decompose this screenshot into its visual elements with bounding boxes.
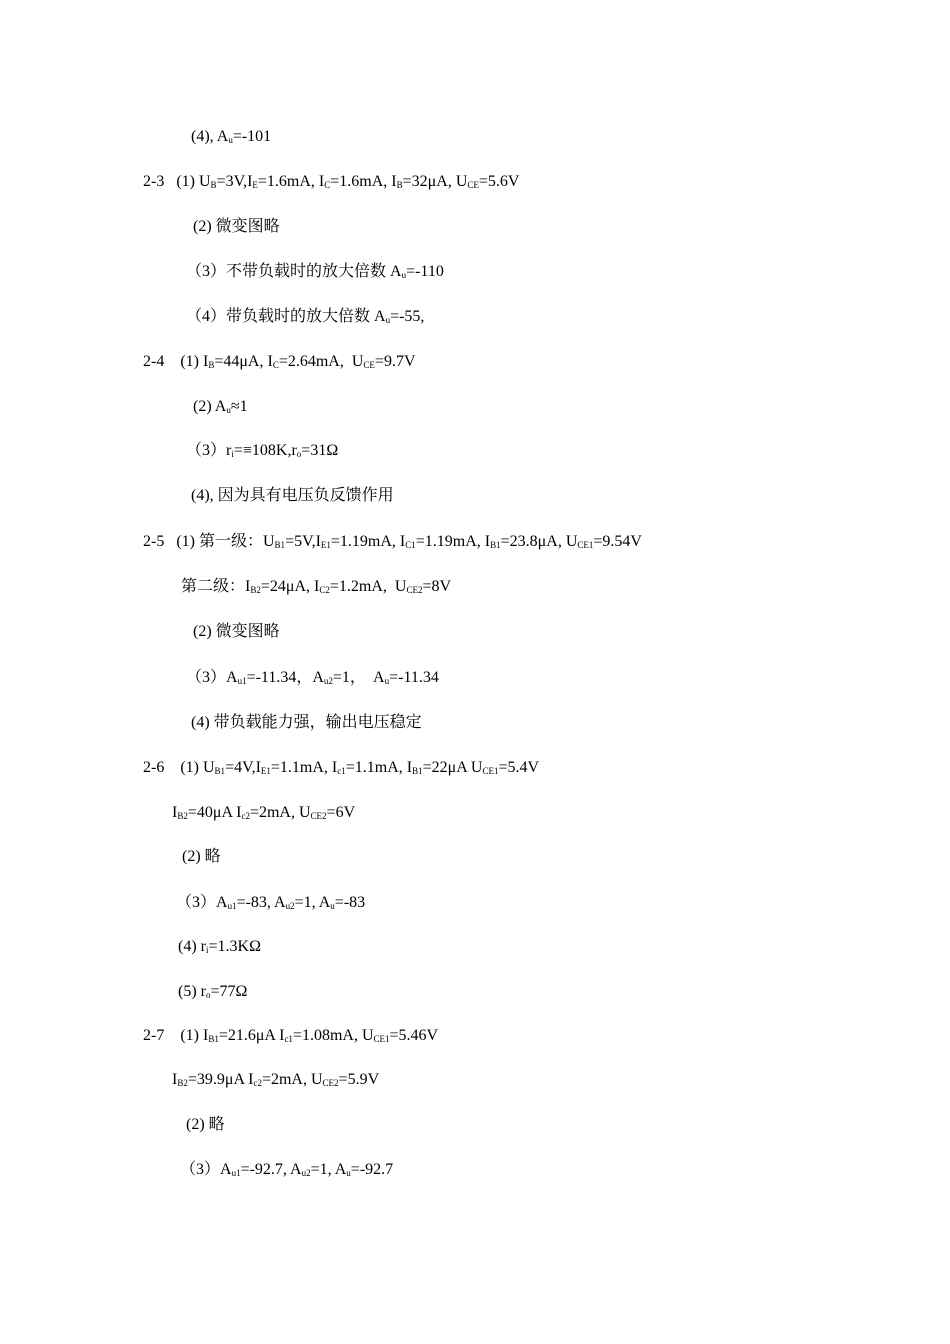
subscript-text: u bbox=[330, 901, 335, 911]
line-text: =1.19mA, I bbox=[330, 533, 406, 550]
subscript-text: CE2 bbox=[322, 1078, 339, 1088]
subscript-text: c1 bbox=[337, 766, 346, 776]
answer-line-2-4-3 bbox=[186, 441, 338, 461]
subscript-text: CE1 bbox=[373, 1034, 390, 1044]
subscript-text: B1 bbox=[490, 540, 501, 550]
answer-line-2-6-2 bbox=[182, 847, 221, 867]
subscript-text: C bbox=[272, 360, 279, 370]
answer-line-2-3-1 bbox=[143, 172, 519, 192]
answer-line-2-3-3 bbox=[186, 262, 444, 282]
line-text: =1.3KΩ bbox=[208, 938, 261, 955]
answer-line-2-5-3 bbox=[186, 668, 439, 688]
line-text: =4V,I bbox=[225, 759, 261, 776]
line-text: =24μA, I bbox=[260, 578, 320, 595]
line-text: =-92.7, A bbox=[240, 1161, 302, 1178]
line-text: =21.6μA I bbox=[218, 1027, 285, 1044]
answer-line-2-4-4 bbox=[191, 486, 394, 506]
subscript-text: CE2 bbox=[406, 585, 423, 595]
line-text: (4), 因为具有电压负反馈作用 bbox=[191, 487, 394, 504]
line-text: =1.6mA, I bbox=[330, 173, 397, 190]
answer-line-2-4-2 bbox=[193, 397, 248, 417]
line-text: =5V,I bbox=[285, 533, 321, 550]
answer-line-2-5-stage2 bbox=[181, 577, 451, 597]
line-text: ≈1 bbox=[230, 398, 248, 415]
line-text: (2) 略 bbox=[182, 848, 221, 865]
line-text: 2-3 (1) U bbox=[143, 173, 211, 190]
answer-line-2-6-3 bbox=[176, 893, 365, 913]
line-text: (2) 微变图略 bbox=[193, 623, 280, 640]
line-text: =40μA I bbox=[187, 804, 242, 821]
line-text: =1.19mA, I bbox=[415, 533, 491, 550]
answer-line-2-7-2 bbox=[186, 1115, 225, 1135]
answer-line-2-6-4 bbox=[178, 937, 261, 957]
line-text: I bbox=[172, 1071, 178, 1088]
line-text: 2-7 (1) I bbox=[143, 1027, 209, 1044]
line-text: (2) 微变图略 bbox=[193, 218, 280, 235]
line-text: I bbox=[172, 804, 178, 821]
line-text: =-110 bbox=[406, 263, 444, 280]
subscript-text: c2 bbox=[253, 1078, 262, 1088]
subscript-text: E1 bbox=[260, 766, 271, 776]
subscript-text: CE2 bbox=[310, 811, 327, 821]
line-text: =32μA, U bbox=[402, 173, 468, 190]
line-text: (5) r bbox=[178, 983, 206, 1000]
subscript-text: u2 bbox=[285, 901, 295, 911]
subscript-text: CE1 bbox=[482, 766, 499, 776]
line-text: （3）A bbox=[186, 669, 238, 686]
subscript-text: u bbox=[384, 676, 390, 686]
answer-line-2-7-stage2 bbox=[172, 1070, 379, 1090]
line-text: =39.9μA I bbox=[187, 1071, 254, 1088]
answer-line-2-2-4 bbox=[191, 127, 271, 147]
subscript-text: B bbox=[210, 180, 217, 190]
subscript-text: c2 bbox=[241, 811, 250, 821]
line-text: (2) A bbox=[193, 398, 227, 415]
line-text: (4) r bbox=[178, 938, 206, 955]
line-text: 2-5 (1) 第一级：U bbox=[143, 533, 275, 550]
subscript-text: u bbox=[385, 315, 391, 325]
answer-line-2-6-stage2 bbox=[172, 803, 355, 823]
subscript-text: B2 bbox=[250, 585, 261, 595]
line-text: =1, A bbox=[294, 894, 331, 911]
subscript-text: B1 bbox=[208, 1034, 219, 1044]
answer-line-2-3-2 bbox=[193, 217, 280, 237]
line-text: =3V,I bbox=[216, 173, 253, 190]
line-text: =-55, bbox=[390, 308, 425, 325]
line-text: （3）r bbox=[186, 442, 232, 459]
line-text: =-101 bbox=[232, 128, 272, 145]
line-text: =44μA, I bbox=[214, 353, 273, 370]
subscript-text: E1 bbox=[320, 540, 331, 550]
line-text: 第二级：I bbox=[181, 578, 251, 595]
line-text: =5.6V bbox=[478, 173, 520, 190]
subscript-text: u bbox=[401, 270, 407, 280]
line-text: =-11.34，A bbox=[246, 669, 324, 686]
subscript-text: u bbox=[226, 405, 231, 415]
subscript-text: u2 bbox=[301, 1168, 311, 1178]
line-text: （3）A bbox=[180, 1161, 232, 1178]
subscript-text: C1 bbox=[405, 540, 416, 550]
subscript-text: CE1 bbox=[577, 540, 594, 550]
line-text: =5.46V bbox=[389, 1027, 439, 1044]
line-text: =8V bbox=[422, 578, 452, 595]
line-text: （3）A bbox=[176, 894, 228, 911]
subscript-text: i bbox=[231, 449, 234, 459]
line-text: =9.7V bbox=[374, 353, 416, 370]
answer-line-2-5-4 bbox=[191, 713, 422, 733]
line-text: =1， A bbox=[332, 669, 385, 686]
answer-line-2-6-1 bbox=[143, 758, 539, 778]
line-text: =-83 bbox=[334, 894, 366, 911]
line-text: (4), A bbox=[191, 128, 229, 145]
line-text: =2.64mA, U bbox=[278, 353, 364, 370]
line-text: =1.08mA, U bbox=[292, 1027, 374, 1044]
subscript-text: u1 bbox=[231, 1168, 241, 1178]
answer-line-2-5-2 bbox=[193, 622, 280, 642]
subscript-text: o bbox=[205, 990, 211, 1000]
answer-line-2-7-3 bbox=[180, 1160, 393, 1180]
subscript-text: c1 bbox=[284, 1034, 293, 1044]
line-text: =6V bbox=[326, 804, 356, 821]
subscript-text: u1 bbox=[237, 676, 247, 686]
line-text: =22μA U bbox=[422, 759, 483, 776]
subscript-text: B1 bbox=[274, 540, 286, 550]
line-text: =2mA, U bbox=[249, 804, 311, 821]
line-text: =9.54V bbox=[593, 533, 642, 550]
line-text: =77Ω bbox=[210, 983, 248, 1000]
line-text: =23.8μA, U bbox=[500, 533, 578, 550]
line-text: =-92.7 bbox=[350, 1161, 394, 1178]
answer-line-2-7-1 bbox=[143, 1026, 438, 1046]
line-text: =1.1mA, I bbox=[345, 759, 413, 776]
subscript-text: u bbox=[228, 135, 233, 145]
subscript-text: C bbox=[324, 180, 331, 190]
line-text: (4) 带负载能力强，输出电压稳定 bbox=[191, 714, 422, 731]
line-text: =1.1mA, I bbox=[270, 759, 338, 776]
line-text: =1.2mA, U bbox=[329, 578, 407, 595]
subscript-text: C2 bbox=[319, 585, 330, 595]
subscript-text: u bbox=[346, 1168, 351, 1178]
answer-line-2-4-1 bbox=[143, 352, 416, 372]
answer-line-2-5-1 bbox=[143, 532, 642, 552]
line-text: =5.9V bbox=[338, 1071, 380, 1088]
line-text: （4）带负载时的放大倍数 A bbox=[186, 308, 386, 325]
subscript-text: B1 bbox=[412, 766, 423, 776]
subscript-text: u1 bbox=[227, 901, 237, 911]
subscript-text: B1 bbox=[214, 766, 226, 776]
line-text: =5.4V bbox=[498, 759, 540, 776]
line-text: =1, A bbox=[310, 1161, 347, 1178]
subscript-text: B2 bbox=[177, 811, 188, 821]
subscript-text: i bbox=[205, 945, 209, 955]
subscript-text: o bbox=[296, 449, 302, 459]
subscript-text: E bbox=[252, 180, 258, 190]
line-text: 2-6 (1) U bbox=[143, 759, 215, 776]
line-text: （3）不带负载时的放大倍数 A bbox=[186, 263, 402, 280]
answer-line-2-6-5 bbox=[178, 982, 247, 1002]
line-text: =-83, A bbox=[236, 894, 286, 911]
subscript-text: u2 bbox=[323, 676, 333, 686]
line-text: (2) 略 bbox=[186, 1116, 225, 1133]
line-text: =1.6mA, I bbox=[257, 173, 325, 190]
subscript-text: B2 bbox=[177, 1078, 188, 1088]
subscript-text: B bbox=[396, 180, 403, 190]
subscript-text: CE bbox=[467, 180, 479, 190]
line-text: =2mA, U bbox=[261, 1071, 323, 1088]
line-text: =31Ω bbox=[301, 442, 339, 459]
line-text: =≡108K,r bbox=[233, 442, 297, 459]
line-text: =-11.34 bbox=[389, 669, 439, 686]
line-text: 2-4 (1) I bbox=[143, 353, 209, 370]
subscript-text: B bbox=[208, 360, 215, 370]
subscript-text: CE bbox=[363, 360, 375, 370]
answer-line-2-3-4 bbox=[186, 307, 424, 327]
